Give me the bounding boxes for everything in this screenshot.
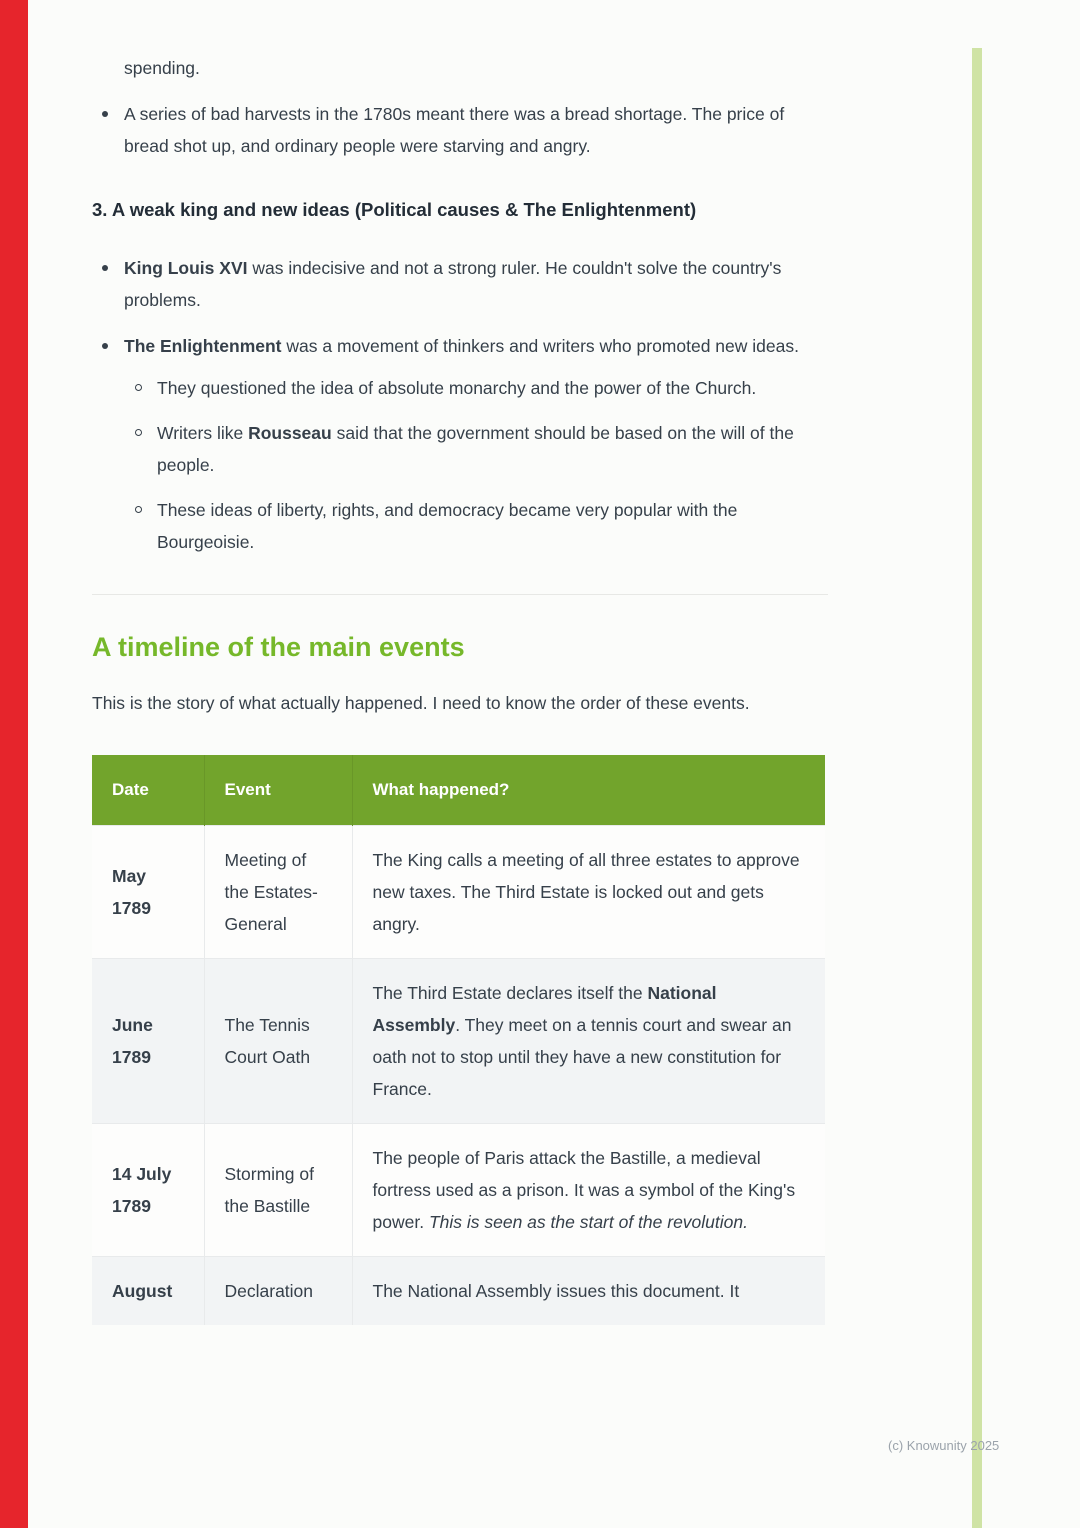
column-header-event: Event	[204, 755, 352, 826]
continuation-text: spending.	[124, 58, 200, 78]
list-item	[92, 98, 828, 162]
list-item	[92, 252, 828, 316]
event-cell: The Tennis Court Oath	[204, 959, 352, 1124]
bullet-list-top	[92, 98, 828, 162]
event-cell: Storming of the Bastille	[204, 1124, 352, 1257]
timeline-intro: This is the story of what actually happened. I need to know the order of these events.	[92, 693, 750, 713]
circle-bullet-marker	[135, 506, 142, 513]
table-row	[92, 826, 825, 959]
bullet-list-section	[92, 252, 828, 558]
what-happened-cell: The people of Paris attack the Bastille, a medieval fortress used as a prison. It was a symbol of the King's power. This is seen as the start of the revolution.	[352, 1124, 825, 1257]
bullet-marker	[102, 111, 108, 117]
table-row	[92, 1124, 825, 1257]
bullet-marker	[102, 265, 108, 271]
event-cell: Meeting of the Estates-General	[204, 826, 352, 959]
event-cell: Declaration	[204, 1257, 352, 1326]
list-item-text: King Louis XVI was indecisive and not a strong ruler. He couldn't solve the country's problems.	[124, 258, 782, 310]
sub-list-item	[124, 494, 828, 558]
table-row	[92, 959, 825, 1124]
copyright-note: (c) Knowunity 2025	[888, 1438, 1000, 1453]
what-happened-cell: The National Assembly issues this document. It	[352, 1257, 825, 1326]
section-heading: 3. A weak king and new ideas (Political causes & The Enlightenment)	[92, 199, 697, 220]
what-happened-cell: The King calls a meeting of all three estates to approve new taxes. The Third Estate is locked out and gets angry.	[352, 826, 825, 959]
sub-list-item	[124, 417, 828, 481]
table-row	[92, 1257, 825, 1326]
date-cell: May 1789	[92, 826, 204, 959]
what-happened-cell: The Third Estate declares itself the National Assembly. They meet on a tennis court and swear an oath not to stop until they have a new constitution for France.	[352, 959, 825, 1124]
date-cell: June 1789	[92, 959, 204, 1124]
list-item	[92, 330, 828, 558]
list-item-text: The Enlightenment was a movement of thinkers and writers who promoted new ideas.	[124, 336, 799, 356]
circle-bullet-marker	[135, 384, 142, 391]
timeline-table	[92, 755, 825, 1325]
column-header-date: Date	[92, 755, 204, 826]
sub-list-item-text: Writers like Rousseau said that the government should be based on the will of the people.	[157, 423, 794, 475]
notes-content	[92, 0, 828, 1325]
table-header-row	[92, 755, 825, 826]
sub-list-item	[124, 372, 828, 404]
date-cell: 14 July 1789	[92, 1124, 204, 1257]
section-divider	[92, 594, 828, 595]
date-cell: August	[92, 1257, 204, 1326]
sub-bullet-list	[124, 372, 828, 558]
circle-bullet-marker	[135, 429, 142, 436]
left-red-stripe	[0, 0, 28, 1528]
list-item-text: A series of bad harvests in the 1780s meant there was a bread shortage. The price of bread shot up, and ordinary people were starving and angry.	[124, 104, 785, 156]
right-green-stripe	[972, 48, 982, 1528]
sub-list-item-text: They questioned the idea of absolute monarchy and the power of the Church.	[157, 378, 757, 398]
timeline-heading: A timeline of the main events	[92, 632, 465, 662]
bullet-marker	[102, 343, 108, 349]
sub-list-item-text: These ideas of liberty, rights, and democracy became very popular with the Bourgeoisie.	[157, 500, 738, 552]
column-header-what-happened: What happened?	[352, 755, 825, 826]
